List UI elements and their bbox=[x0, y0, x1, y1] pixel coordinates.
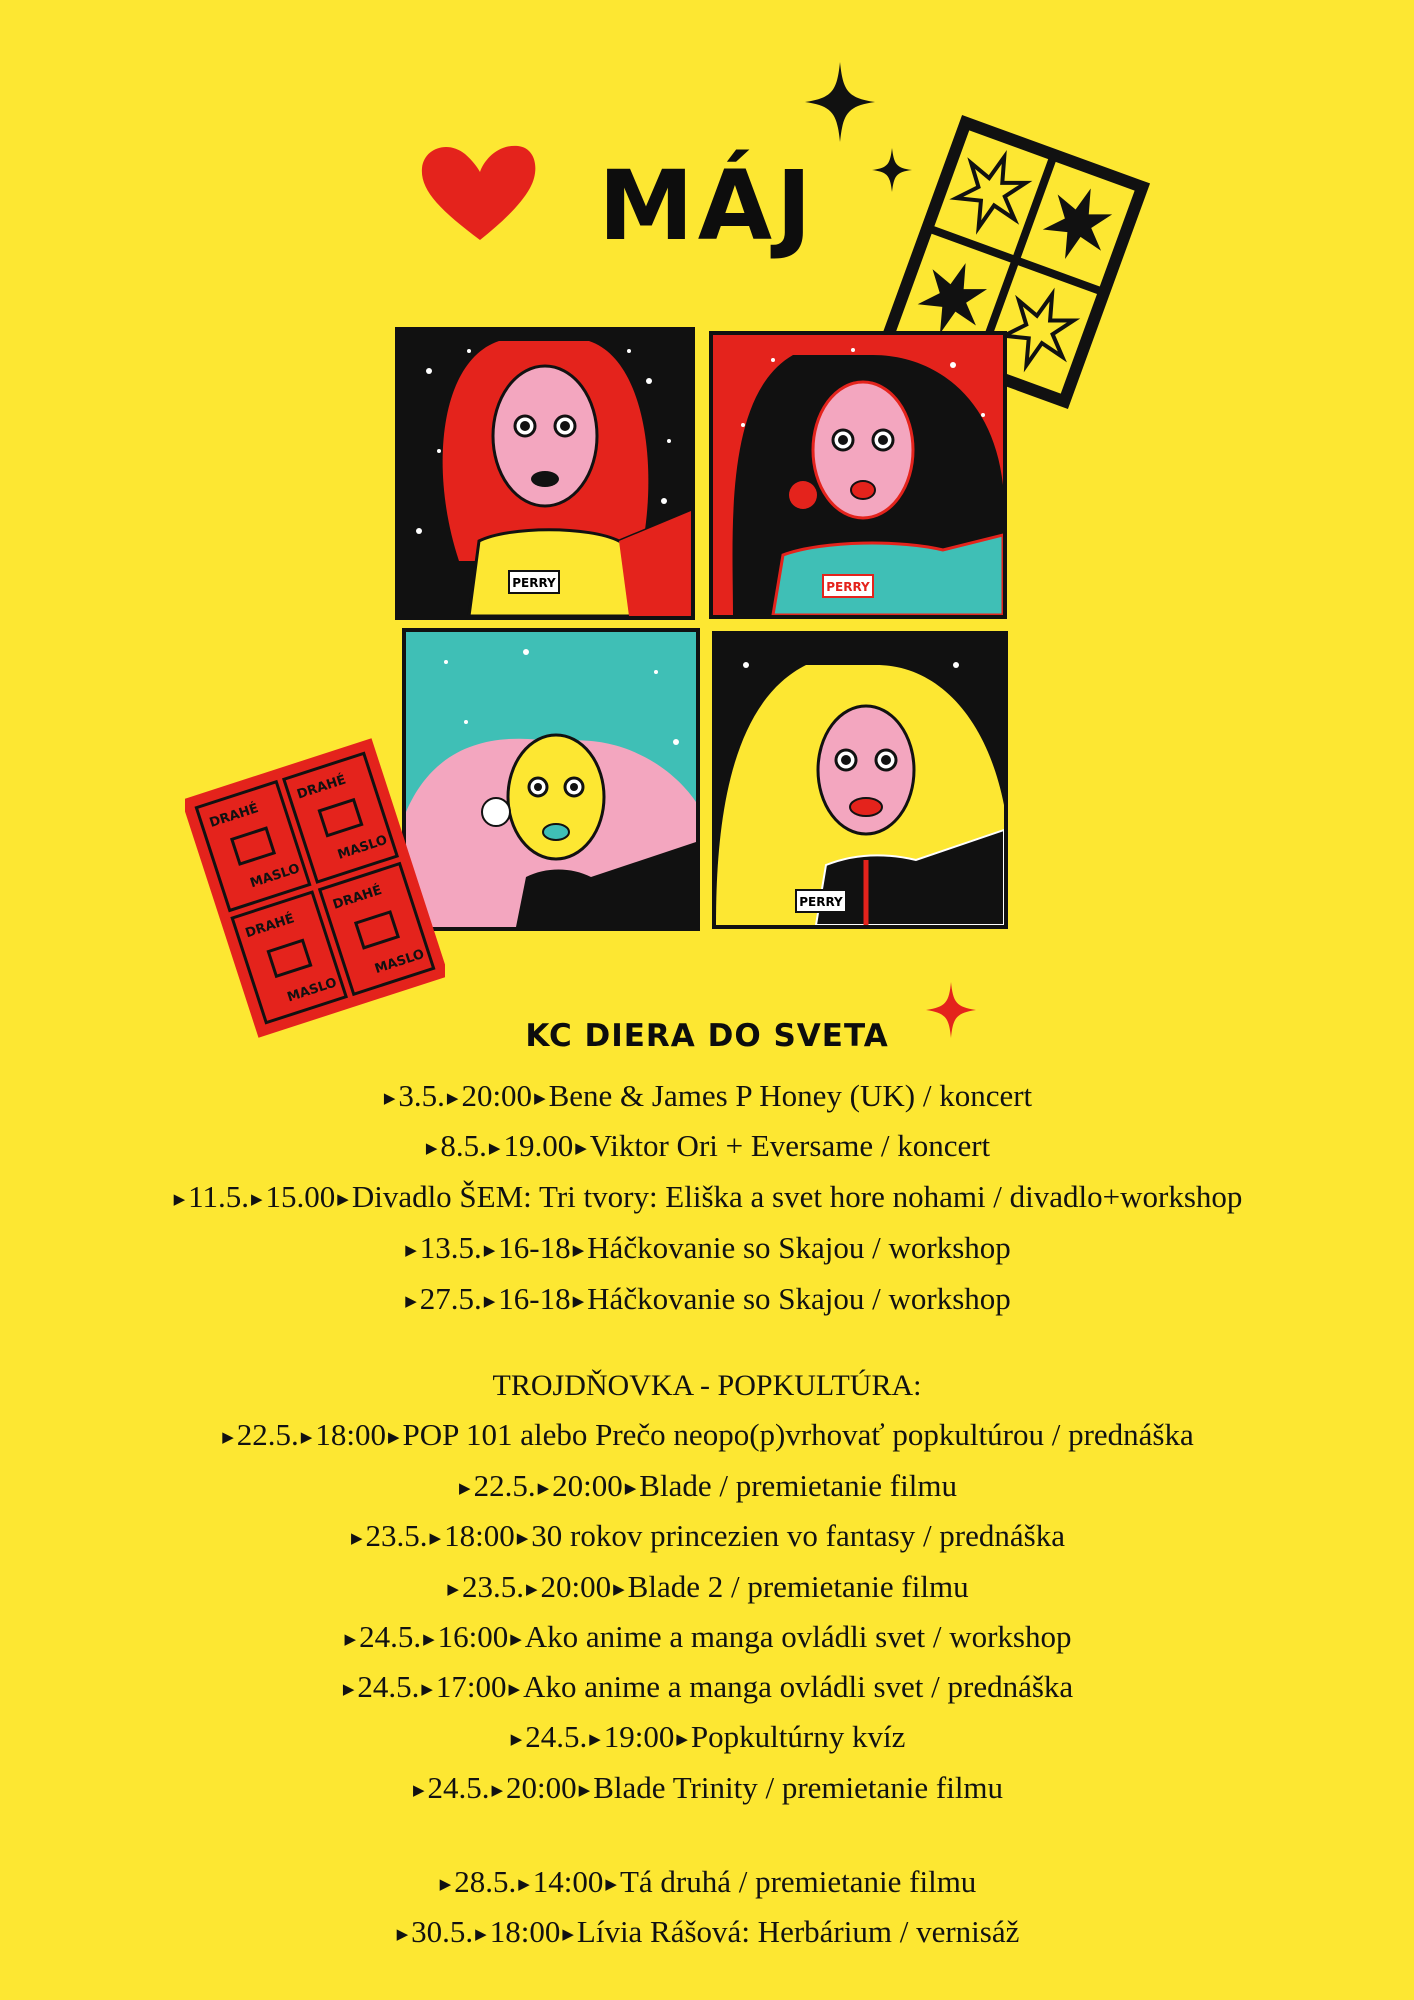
butter-card-illustration bbox=[185, 738, 445, 1038]
event-row: ▶8.5. ▶19.00 ▶Viktor Ori + Eversame / koncert bbox=[425, 1128, 991, 1163]
event-row: ▶28.5. ▶14:00 ▶Tá druhá / premietanie filmu bbox=[439, 1864, 977, 1899]
portrait-panel-1 bbox=[395, 327, 695, 620]
venue-title: KC DIERA DO SVETA bbox=[525, 1018, 889, 1054]
section-title: TROJDŇOVKA - POPKULTÚRA: bbox=[492, 1369, 922, 1402]
event-row: ▶23.5. ▶18:00 ▶30 rokov princezien vo fantasy / prednáška bbox=[351, 1518, 1065, 1553]
event-row: ▶11.5. ▶15.00 ▶Divadlo ŠEM: Tri tvory: Eliška a svet hore nohami / divadlo+workshop bbox=[173, 1179, 1243, 1214]
event-row: ▶23.5. ▶20:00 ▶Blade 2 / premietanie filmu bbox=[447, 1569, 969, 1604]
event-row: ▶30.5. ▶18:00 ▶Lívia Rášová: Herbárium / vernisáž bbox=[396, 1914, 1020, 1949]
sparkle-icon bbox=[805, 62, 875, 142]
butter-text: DRAHÉ bbox=[243, 911, 297, 942]
butter-text: MASLO bbox=[248, 861, 302, 892]
butter-text: DRAHÉ bbox=[295, 772, 348, 803]
red-sparkle-icon bbox=[926, 982, 976, 1038]
portrait-panel-3 bbox=[402, 628, 700, 931]
butter-text: MASLO bbox=[335, 832, 390, 863]
event-row: ▶24.5. ▶19:00 ▶Popkultúrny kvíz bbox=[510, 1719, 906, 1754]
butter-text: MASLO bbox=[372, 946, 427, 978]
name-tag-label: PERRY bbox=[799, 895, 843, 909]
event-row: ▶24.5. ▶20:00 ▶Blade Trinity / premietanie filmu bbox=[412, 1770, 1004, 1805]
event-row: ▶27.5. ▶16-18 ▶Háčkovanie so Skajou / workshop bbox=[405, 1281, 1011, 1316]
event-row: ▶13.5. ▶16-18 ▶Háčkovanie so Skajou / workshop bbox=[405, 1230, 1011, 1265]
event-row: ▶3.5. ▶20:00 ▶Bene & James P Honey (UK) / koncert bbox=[383, 1078, 1033, 1113]
portrait-panel-2 bbox=[709, 331, 1007, 619]
butter-text: DRAHÉ bbox=[331, 882, 384, 913]
event-row: ▶22.5. ▶18:00 ▶POP 101 alebo Prečo neopo(p)vrhovať popkultúrou / prednáška bbox=[222, 1417, 1194, 1452]
portrait-panel-4 bbox=[712, 631, 1008, 929]
event-row: ▶24.5. ▶16:00 ▶Ako anime a manga ovládli svet / workshop bbox=[344, 1619, 1072, 1654]
butter-text: MASLO bbox=[285, 975, 339, 1006]
event-row: ▶22.5. ▶20:00 ▶Blade / premietanie filmu bbox=[459, 1468, 957, 1503]
butter-text: DRAHÉ bbox=[207, 801, 261, 831]
name-tag-label: PERRY bbox=[826, 580, 870, 594]
name-tag-label: PERRY bbox=[512, 576, 556, 590]
poster-title: MÁJ bbox=[598, 150, 816, 262]
event-row: ▶24.5. ▶17:00 ▶Ako anime a manga ovládli svet / prednáška bbox=[342, 1669, 1074, 1704]
